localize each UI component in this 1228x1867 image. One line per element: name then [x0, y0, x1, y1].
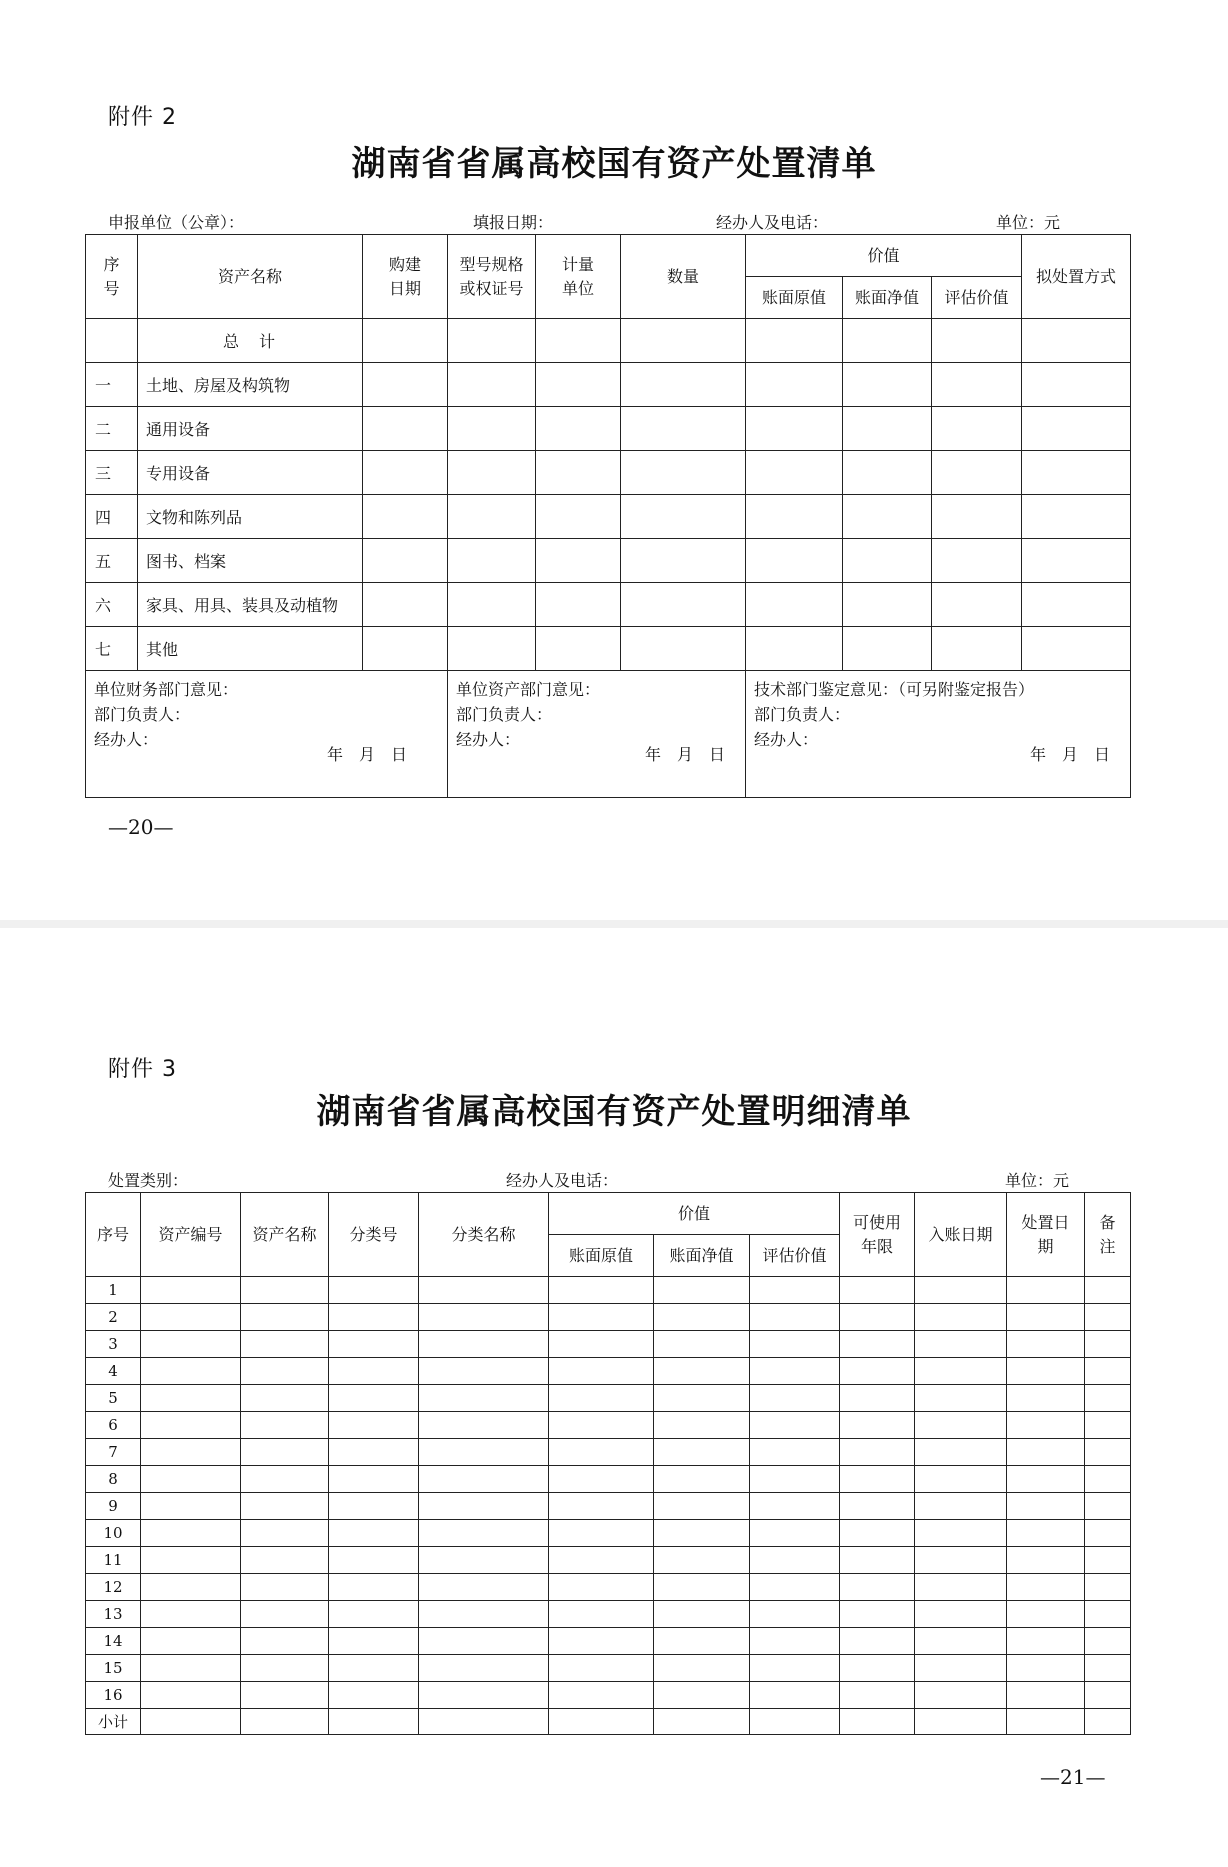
cell	[654, 1385, 750, 1412]
cell	[141, 1574, 241, 1601]
row-num: 七	[86, 627, 138, 671]
cell	[840, 1682, 915, 1709]
row-number: 9	[86, 1493, 141, 1520]
cell	[654, 1331, 750, 1358]
applicant-label: 申报单位（公章）：	[108, 213, 245, 232]
table-row	[86, 363, 1131, 407]
cell	[549, 1358, 654, 1385]
opinions-row	[86, 671, 1131, 798]
subtotal-row	[86, 1709, 1131, 1735]
cell	[419, 1385, 549, 1412]
cell	[915, 1520, 1007, 1547]
cell	[840, 1385, 915, 1412]
cell	[1085, 1628, 1131, 1655]
cell	[915, 1655, 1007, 1682]
disposal-type-label: 处置类别：	[108, 1171, 189, 1190]
cell	[241, 1385, 329, 1412]
cell	[840, 1655, 915, 1682]
cell	[1085, 1412, 1131, 1439]
row-num: 六	[86, 583, 138, 627]
header-category-name: 分类名称	[419, 1193, 549, 1277]
cell	[241, 1520, 329, 1547]
cell	[241, 1304, 329, 1331]
cell	[549, 1628, 654, 1655]
cell	[1085, 1277, 1131, 1304]
table-row	[86, 1520, 1131, 1547]
cell	[549, 1601, 654, 1628]
table-row	[86, 539, 1131, 583]
row-number: 3	[86, 1331, 141, 1358]
cell	[141, 1520, 241, 1547]
row-number: 16	[86, 1682, 141, 1709]
cell	[750, 1574, 840, 1601]
cell	[1007, 1682, 1085, 1709]
asset-opinion-cell	[448, 671, 746, 798]
cell	[419, 1439, 549, 1466]
cell	[750, 1304, 840, 1331]
header-seq: 序 号	[86, 235, 138, 319]
table-row	[86, 1439, 1131, 1466]
cell	[549, 1493, 654, 1520]
cell	[329, 1682, 419, 1709]
row-number: 1	[86, 1277, 141, 1304]
row-name: 土地、房屋及构筑物	[138, 363, 363, 407]
cell	[241, 1412, 329, 1439]
row-num: 二	[86, 407, 138, 451]
table-row	[86, 1601, 1131, 1628]
cell	[840, 1331, 915, 1358]
page-title: 湖南省省属高校国有资产处置明细清单	[316, 1092, 912, 1132]
cell	[654, 1493, 750, 1520]
table-row	[86, 1655, 1131, 1682]
row-name: 文物和陈列品	[138, 495, 363, 539]
total-label: 总 计	[138, 319, 363, 363]
cell	[141, 1628, 241, 1655]
fill-date-label: 填报日期：	[473, 213, 554, 232]
cell	[1085, 1601, 1131, 1628]
header-asset-name: 资产名称	[241, 1193, 329, 1277]
cell	[241, 1466, 329, 1493]
row-name: 家具、用具、装具及动植物	[138, 583, 363, 627]
cell	[1007, 1547, 1085, 1574]
cell	[915, 1547, 1007, 1574]
cell	[419, 1331, 549, 1358]
cell	[840, 1601, 915, 1628]
cell	[1007, 1628, 1085, 1655]
cell	[915, 1331, 1007, 1358]
cell	[329, 1304, 419, 1331]
cell	[329, 1412, 419, 1439]
cell	[329, 1277, 419, 1304]
table-row	[86, 1682, 1131, 1709]
cell	[329, 1493, 419, 1520]
cell	[750, 1385, 840, 1412]
finance-dept-head: 部门负责人：	[94, 705, 191, 724]
cell	[1007, 1493, 1085, 1520]
cell	[840, 1628, 915, 1655]
table-row	[86, 583, 1131, 627]
cell	[329, 1628, 419, 1655]
row-number: 5	[86, 1385, 141, 1412]
cell	[141, 1304, 241, 1331]
handler-phone-label: 经办人及电话：	[716, 213, 829, 232]
cell	[1007, 1439, 1085, 1466]
cell	[750, 1466, 840, 1493]
cell	[750, 1277, 840, 1304]
cell	[141, 1439, 241, 1466]
cell	[1085, 1304, 1131, 1331]
header-category-code: 分类号	[329, 1193, 419, 1277]
table-row	[86, 1358, 1131, 1385]
header-value: 价值	[549, 1193, 840, 1235]
cell	[549, 1547, 654, 1574]
cell	[141, 1412, 241, 1439]
row-num: 三	[86, 451, 138, 495]
header-seq: 序号	[86, 1193, 141, 1277]
asset-dept-head: 部门负责人：	[456, 705, 553, 724]
header-purchase-date: 购建 日期	[363, 235, 448, 319]
cell	[840, 1520, 915, 1547]
disposal-detail-table	[85, 1192, 1131, 1735]
cell	[1085, 1358, 1131, 1385]
tech-handler: 经办人：	[754, 730, 819, 749]
cell	[241, 1574, 329, 1601]
table-row	[86, 451, 1131, 495]
cell	[329, 1358, 419, 1385]
cell	[329, 1385, 419, 1412]
cell	[1007, 1412, 1085, 1439]
cell	[241, 1439, 329, 1466]
cell	[1085, 1574, 1131, 1601]
cell	[419, 1277, 549, 1304]
row-number: 11	[86, 1547, 141, 1574]
cell	[329, 1466, 419, 1493]
cell	[1007, 1520, 1085, 1547]
cell	[840, 1466, 915, 1493]
cell	[750, 1493, 840, 1520]
cell	[141, 1682, 241, 1709]
cell	[840, 1412, 915, 1439]
cell	[654, 1466, 750, 1493]
cell	[241, 1601, 329, 1628]
cell	[915, 1601, 1007, 1628]
cell	[750, 1682, 840, 1709]
cell	[241, 1331, 329, 1358]
header-measure-unit: 计量 单位	[536, 235, 621, 319]
cell	[654, 1574, 750, 1601]
cell	[750, 1601, 840, 1628]
cell	[654, 1358, 750, 1385]
cell	[1085, 1331, 1131, 1358]
cell	[241, 1547, 329, 1574]
cell	[241, 1277, 329, 1304]
row-num: 四	[86, 495, 138, 539]
cell	[915, 1304, 1007, 1331]
cell	[141, 1547, 241, 1574]
cell	[141, 1358, 241, 1385]
header-assessed: 评估价值	[932, 277, 1022, 319]
table-row	[86, 1547, 1131, 1574]
cell	[1085, 1682, 1131, 1709]
cell	[1007, 1277, 1085, 1304]
cell	[419, 1493, 549, 1520]
cell	[141, 1331, 241, 1358]
row-number: 4	[86, 1358, 141, 1385]
row-number: 13	[86, 1601, 141, 1628]
cell	[915, 1493, 1007, 1520]
cell	[141, 1493, 241, 1520]
cell	[1007, 1466, 1085, 1493]
row-name: 通用设备	[138, 407, 363, 451]
cell	[141, 1277, 241, 1304]
cell	[1085, 1520, 1131, 1547]
cell	[750, 1655, 840, 1682]
header-row	[86, 1193, 1131, 1235]
cell	[750, 1439, 840, 1466]
cell	[329, 1547, 419, 1574]
row-name: 图书、档案	[138, 539, 363, 583]
cell	[654, 1655, 750, 1682]
cell	[915, 1682, 1007, 1709]
cell	[329, 1601, 419, 1628]
cell	[549, 1331, 654, 1358]
detail-rows	[86, 1277, 1131, 1709]
attachment-label: 附件 2	[108, 105, 177, 130]
cell	[1007, 1574, 1085, 1601]
header-value: 价值	[746, 235, 1022, 277]
row-number: 15	[86, 1655, 141, 1682]
cell	[419, 1655, 549, 1682]
header-book-original: 账面原值	[746, 277, 843, 319]
cell	[1085, 1385, 1131, 1412]
cell	[549, 1655, 654, 1682]
cell	[750, 1520, 840, 1547]
row-num: 一	[86, 363, 138, 407]
total-row	[86, 319, 1131, 363]
cell	[1085, 1439, 1131, 1466]
cell	[750, 1628, 840, 1655]
cell	[915, 1574, 1007, 1601]
handler-phone-label: 经办人及电话：	[506, 1171, 619, 1190]
cell	[750, 1412, 840, 1439]
cell	[329, 1331, 419, 1358]
header-assessed: 评估价值	[750, 1235, 840, 1277]
finance-opinion-title: 单位财务部门意见：	[94, 680, 239, 699]
page-separator	[0, 920, 1228, 928]
cell	[915, 1412, 1007, 1439]
table-row	[86, 1331, 1131, 1358]
cell	[654, 1628, 750, 1655]
cell	[654, 1439, 750, 1466]
cell	[915, 1466, 1007, 1493]
table-row	[86, 1385, 1131, 1412]
tech-date: 年 月 日	[1030, 745, 1111, 764]
cell	[141, 1655, 241, 1682]
cell	[241, 1358, 329, 1385]
cell	[1085, 1466, 1131, 1493]
cell	[750, 1547, 840, 1574]
header-book-original: 账面原值	[549, 1235, 654, 1277]
cell	[419, 1574, 549, 1601]
cell	[840, 1358, 915, 1385]
row-number: 8	[86, 1466, 141, 1493]
table-row	[86, 1304, 1131, 1331]
cell	[419, 1412, 549, 1439]
row-name: 专用设备	[138, 451, 363, 495]
cell	[915, 1358, 1007, 1385]
table-row	[86, 627, 1131, 671]
page-number: —20—	[108, 815, 174, 839]
cell	[654, 1520, 750, 1547]
header-book-net: 账面净值	[654, 1235, 750, 1277]
cell	[241, 1682, 329, 1709]
cell	[654, 1682, 750, 1709]
cell	[915, 1385, 1007, 1412]
cell	[654, 1277, 750, 1304]
table-row	[86, 1574, 1131, 1601]
table-row	[86, 1466, 1131, 1493]
header-row	[86, 235, 1131, 277]
cell	[750, 1358, 840, 1385]
attachment-label: 附件 3	[108, 1057, 177, 1082]
page-attachment-3	[0, 928, 1228, 1867]
cell	[549, 1304, 654, 1331]
cell	[1085, 1493, 1131, 1520]
cell	[549, 1277, 654, 1304]
cell	[419, 1682, 549, 1709]
tech-opinion-cell	[746, 671, 1131, 798]
cell	[241, 1628, 329, 1655]
subtotal-label: 小计	[86, 1709, 141, 1735]
cell	[329, 1520, 419, 1547]
cell	[1085, 1655, 1131, 1682]
cell	[549, 1412, 654, 1439]
row-number: 14	[86, 1628, 141, 1655]
cell	[654, 1412, 750, 1439]
tech-opinion-title: 技术部门鉴定意见：（可另附鉴定报告）	[754, 680, 1035, 699]
cell	[241, 1655, 329, 1682]
cell	[329, 1574, 419, 1601]
cell	[141, 1385, 241, 1412]
cell	[1085, 1547, 1131, 1574]
unit-label: 单位：元	[996, 213, 1061, 232]
page-attachment-2	[0, 0, 1228, 920]
cell	[1007, 1601, 1085, 1628]
cell	[750, 1331, 840, 1358]
page-number: —21—	[1040, 1765, 1106, 1789]
cell	[419, 1466, 549, 1493]
asset-date: 年 月 日	[644, 745, 725, 764]
table-row	[86, 1412, 1131, 1439]
cell	[840, 1439, 915, 1466]
cell	[840, 1493, 915, 1520]
cell	[86, 319, 138, 363]
cell	[329, 1655, 419, 1682]
finance-date: 年 月 日	[326, 745, 407, 764]
cell	[141, 1601, 241, 1628]
unit-label: 单位：元	[1005, 1171, 1070, 1190]
cell	[1007, 1358, 1085, 1385]
cell	[549, 1385, 654, 1412]
cell	[419, 1628, 549, 1655]
table-row	[86, 495, 1131, 539]
cell	[840, 1304, 915, 1331]
cell	[329, 1439, 419, 1466]
cell	[840, 1547, 915, 1574]
cell	[915, 1628, 1007, 1655]
cell	[654, 1304, 750, 1331]
cell	[840, 1277, 915, 1304]
row-number: 6	[86, 1412, 141, 1439]
cell	[419, 1304, 549, 1331]
cell	[419, 1547, 549, 1574]
finance-handler: 经办人：	[94, 730, 159, 749]
table-row	[86, 407, 1131, 451]
row-number: 10	[86, 1520, 141, 1547]
cell	[419, 1601, 549, 1628]
cell	[915, 1277, 1007, 1304]
row-number: 2	[86, 1304, 141, 1331]
cell	[1007, 1655, 1085, 1682]
cell	[419, 1520, 549, 1547]
row-name: 其他	[138, 627, 363, 671]
row-number: 7	[86, 1439, 141, 1466]
header-book-net: 账面净值	[843, 277, 932, 319]
cell	[549, 1466, 654, 1493]
header-useful-life: 可使用 年限	[840, 1193, 915, 1277]
header-quantity: 数量	[621, 235, 746, 319]
asset-opinion-title: 单位资产部门意见：	[456, 680, 601, 699]
table-row	[86, 1628, 1131, 1655]
cell	[1007, 1304, 1085, 1331]
table-row	[86, 1277, 1131, 1304]
tech-dept-head: 部门负责人：	[754, 705, 851, 724]
table-row	[86, 1493, 1131, 1520]
cell	[1007, 1385, 1085, 1412]
row-num: 五	[86, 539, 138, 583]
cell	[654, 1601, 750, 1628]
row-number: 12	[86, 1574, 141, 1601]
cell	[241, 1493, 329, 1520]
cell	[419, 1358, 549, 1385]
header-model: 型号规格 或权证号	[448, 235, 536, 319]
cell	[654, 1547, 750, 1574]
cell	[549, 1439, 654, 1466]
header-asset-code: 资产编号	[141, 1193, 241, 1277]
cell	[1007, 1331, 1085, 1358]
cell	[141, 1466, 241, 1493]
disposal-summary-table	[85, 234, 1131, 798]
header-remark: 备 注	[1085, 1193, 1131, 1277]
finance-opinion-cell	[86, 671, 448, 798]
cell	[915, 1439, 1007, 1466]
cell	[840, 1574, 915, 1601]
header-disposal-method: 拟处置方式	[1022, 235, 1131, 319]
asset-handler: 经办人：	[456, 730, 521, 749]
header-asset-name: 资产名称	[138, 235, 363, 319]
header-entry-date: 入账日期	[915, 1193, 1007, 1277]
page-title: 湖南省省属高校国有资产处置清单	[351, 144, 877, 184]
cell	[549, 1574, 654, 1601]
cell	[549, 1520, 654, 1547]
cell	[549, 1682, 654, 1709]
header-disposal-date: 处置日 期	[1007, 1193, 1085, 1277]
